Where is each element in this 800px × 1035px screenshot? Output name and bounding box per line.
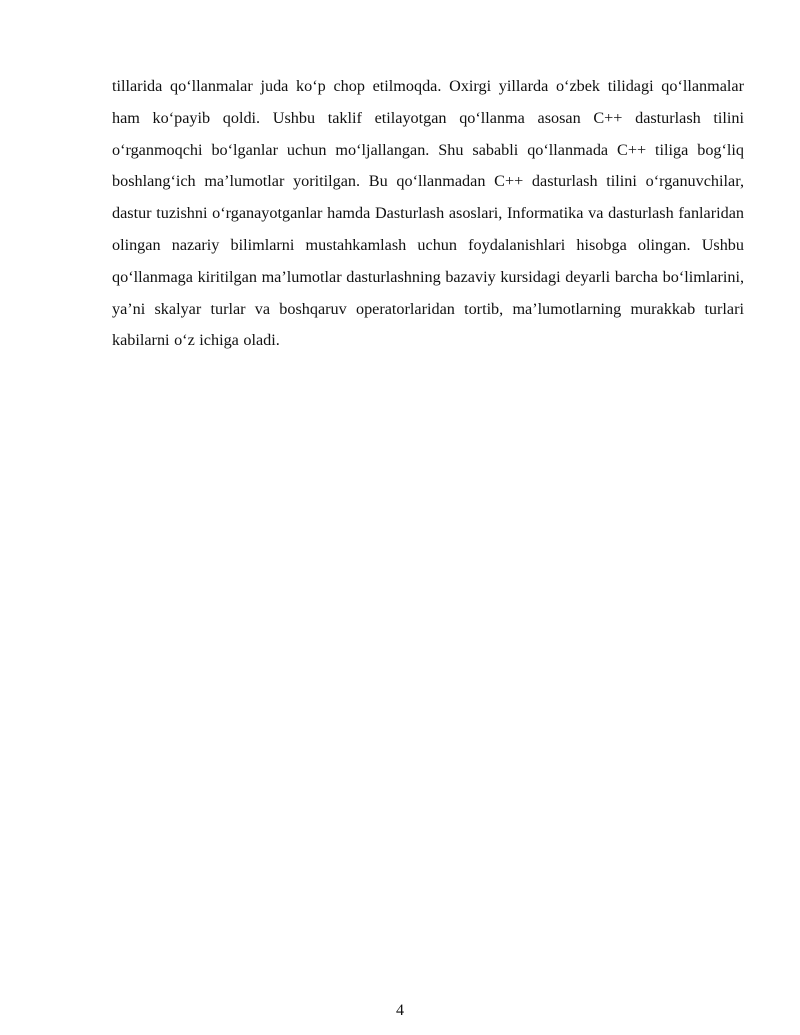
body-paragraph: tillarida qo‘llanmalar juda ko‘p chop etilmoqda. Oxirgi yillarda o‘zbek tilidagi qo‘llanmalar ham ko‘payib qoldi. Ushbu taklif etilayotgan qo‘llanma asosan C++ dasturlash tilini o‘rganmoqchi bo‘lganlar uchun mo‘ljallangan. Shu sababli qo‘llanmada C++ tiliga bog‘liq boshlang‘ich ma’lumotlar yoritilgan. Bu qo‘llanmadan C++ dasturlash tilini o‘rganuvchilar, dastur tuzishni o‘rganayotganlar hamda Dasturlash asoslari, Informatika va dasturlash fanlaridan olingan nazariy bilimlarni mustahkamlash uchun foydalanishlari hisobga olingan. Ushbu qo‘llanmaga kiritilgan ma’lumotlar dasturlashning bazaviy kursidagi deyarli barcha bo‘limlarini, ya’ni skalyar turlar va boshqaruv operatorlaridan tortib, ma’lumotlarning murakkab turlari kabilarni o‘z ichiga oladi. [112,77,744,350]
page-number: 4 [396,1002,404,1019]
